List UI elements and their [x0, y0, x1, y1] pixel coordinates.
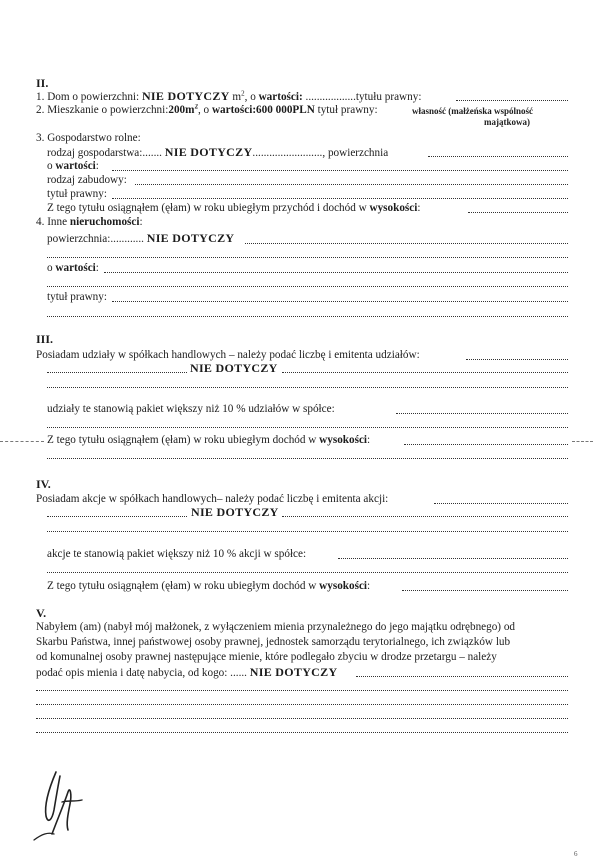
- ownership-note-1: własność (małżeńska wspólność: [412, 106, 534, 116]
- shares-dots: [466, 359, 568, 360]
- shares-10pct-dots: [396, 413, 568, 414]
- acquisition-p4: podać opis mienia i datę nabycia, od kogo: ...... NIE DOTYCZY: [36, 666, 338, 679]
- farm-title-line: tytuł prawny:: [47, 188, 107, 200]
- other-area-line: powierzchnia:............ NIE DOTYCZY: [47, 232, 235, 245]
- acquisition-dots-4: [36, 718, 568, 719]
- stocks-line: Posiadam akcje w spółkach handlowych– należy podać liczbę i emitenta akcji:: [36, 493, 389, 505]
- shares-income-dots: [404, 444, 568, 445]
- shares-10pct-dots-2: [47, 427, 568, 428]
- farm-heading: 3. Gospodarstwo rolne:: [36, 132, 141, 144]
- stocks-dots-2: [47, 531, 568, 532]
- other-property-heading: 4. Inne nieruchomości:: [36, 216, 143, 228]
- farm-value-line: o wartości:: [47, 160, 99, 172]
- acquisition-p3: od komunalnej osoby prawnej następujące mienie, które podlegało zbyciu w drodze przetargu – należy: [36, 651, 497, 663]
- other-value-dots: [104, 272, 568, 273]
- acquisition-p1: Nabyłem (am) (nabył mój małżonek, z wyłączeniem mienia przynależnego do jego majątku odrębnego) od: [36, 621, 516, 633]
- other-title-dots: [112, 301, 568, 302]
- stocks-post-dots: [282, 516, 568, 517]
- section-ii-heading: II.: [36, 76, 49, 90]
- shares-dots-2: [47, 387, 568, 388]
- acquisition-dots-1: [356, 676, 568, 677]
- shares-income-dots-2: [47, 458, 568, 459]
- farm-buildings-dots: [135, 184, 568, 185]
- fold-mark-right: [572, 441, 593, 442]
- farm-buildings-line: rodzaj zabudowy:: [47, 174, 127, 186]
- stocks-income-line: Z tego tytułu osiągnąłem (ęłam) w roku ubiegłym dochód w wysokości:: [47, 580, 371, 592]
- stocks-pre-dots: [47, 516, 187, 517]
- other-value-dots-2: [47, 286, 568, 287]
- apartment-line: 2. Mieszkanie o $powierzchni:200m^2$, o wartości:600 000PLN tytuł prawny:: [36, 104, 378, 116]
- other-title-dots-2: [47, 316, 568, 317]
- stocks-income-dots: [402, 590, 568, 591]
- other-value-line: o wartości:: [47, 262, 99, 274]
- acquisition-dots-3: [36, 704, 568, 705]
- farm-area-dots: [428, 156, 568, 157]
- stocks-10pct-dots-2: [47, 572, 568, 573]
- farm-title-dots: [112, 198, 568, 199]
- stocks-10pct-line: akcje te stanowią pakiet większy niż 10 % akcji w spółce:: [47, 548, 307, 560]
- fold-mark-left: [0, 441, 44, 442]
- shares-line: Posiadam udziały w spółkach handlowych – należy podać liczbę i emitenta udziałów:: [36, 349, 420, 361]
- page-mark: 6: [574, 850, 578, 858]
- shares-10pct-line: udziały te stanowią pakiet większy niż 10 % udziałów w spółce:: [47, 403, 335, 415]
- farm-value-dots: [112, 170, 568, 171]
- section-iii-heading: III.: [36, 332, 54, 346]
- house-line: 1. Dom o powierzchni: NIE DOTYCZY $m^2$, o wartości: ..................tytułu prawny:: [36, 90, 422, 103]
- stocks-value: NIE DOTYCZY: [191, 506, 279, 519]
- shares-income-line: Z tego tytułu osiągnąłem (ęłam) w roku ubiegłym dochód w wysokości:: [47, 434, 371, 446]
- other-title-line: tytuł prawny:: [47, 291, 107, 303]
- farm-income-dots: [468, 212, 568, 213]
- farm-type-line: rodzaj gospodarstwa:....... NIE DOTYCZY........................., powierzchnia: [47, 146, 389, 159]
- other-area-dots: [245, 243, 568, 244]
- shares-pre-dots: [47, 372, 187, 373]
- signature-initials-icon: [22, 764, 94, 844]
- stocks-10pct-dots: [338, 558, 568, 559]
- acquisition-dots-2: [36, 690, 568, 691]
- section-v-heading: V.: [36, 606, 47, 620]
- ownership-note-2: majątkowa): [484, 117, 530, 127]
- shares-post-dots: [282, 372, 568, 373]
- stocks-dots: [434, 503, 568, 504]
- acquisition-p2: Skarbu Państwa, innej państwowej osoby prawnej, jednostek samorządu terytorialnego, ich związków lub: [36, 636, 511, 648]
- section-iv-heading: IV.: [36, 477, 51, 491]
- acquisition-dots-5: [36, 732, 568, 733]
- farm-income-line: Z tego tytułu osiągnąłem (ęłam) w roku ubiegłym przychód i dochód w wysokości:: [47, 202, 421, 214]
- shares-value: NIE DOTYCZY: [190, 362, 278, 375]
- other-area-dots-2: [47, 257, 568, 258]
- house-title-dots: [456, 100, 568, 101]
